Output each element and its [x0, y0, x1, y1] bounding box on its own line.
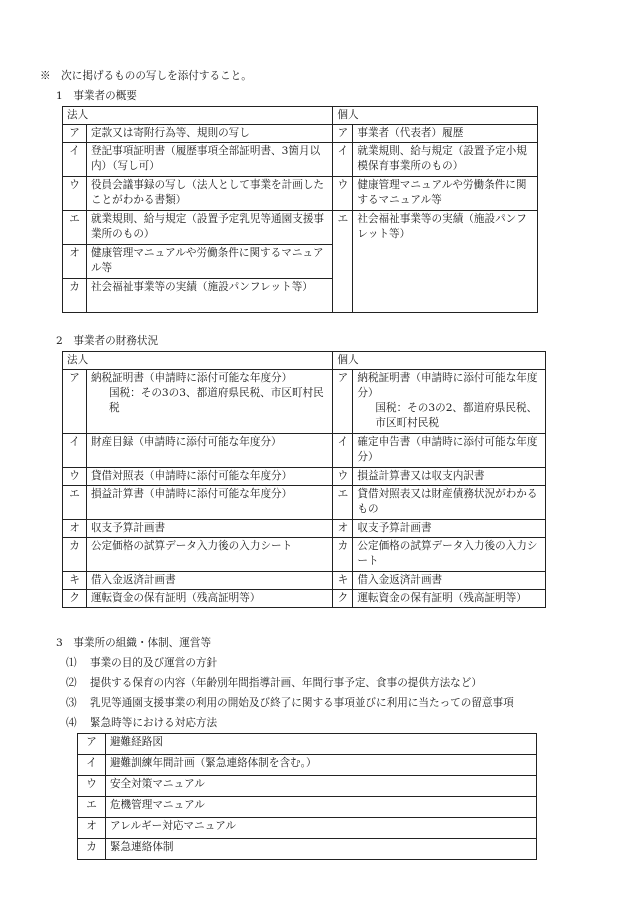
- row-label: ウ: [63, 468, 87, 486]
- row-label: エ: [63, 211, 87, 245]
- emergency-response-table: [77, 733, 537, 860]
- row-text: 健康管理マニュアルや労働条件に関するマニュアル等: [353, 177, 538, 211]
- section3-item: [66, 676, 482, 691]
- row-label: イ: [333, 143, 353, 177]
- business-overview-table: [62, 106, 538, 313]
- row-text: 公定価格の試算データ入力後の入力シート: [86, 538, 332, 572]
- row-label: カ: [333, 538, 353, 572]
- row-label: ア: [78, 734, 106, 755]
- row-text: 危機管理マニュアル: [105, 797, 536, 818]
- row-label: エ: [63, 486, 87, 520]
- row-text: 安全対策マニュアル: [105, 776, 536, 797]
- row-label: キ: [333, 572, 353, 590]
- row-main-text: 納税証明書（申請時に添付可能な年度分）: [357, 372, 538, 399]
- row-text: 役員会議事録の写し（法人として事業を計画したことがわかる書類）: [86, 177, 332, 211]
- row-label: カ: [63, 279, 87, 313]
- section3-item: [66, 716, 217, 731]
- row-label: ウ: [333, 177, 353, 211]
- item-number: ⑴: [66, 657, 77, 669]
- row-text: 健康管理マニュアルや労働条件に関するマニュアル等: [86, 245, 332, 279]
- item-text: 乳児等通園支援事業の利用の開始及び終了に関する事項並びに利用に当たっての留意事項: [90, 697, 514, 709]
- row-text: 社会福祉事業等の実績（施設パンフレット等）: [86, 279, 332, 313]
- row-label: ウ: [63, 177, 87, 211]
- row-text: 収支予算計画書: [353, 520, 546, 538]
- section3-item: [66, 656, 217, 671]
- row-text: 就業規則、給与規定（設置予定小規模保育事業所のもの）: [353, 143, 538, 177]
- header-individual: 個人: [333, 107, 538, 125]
- section3-title: 3 事業所の組織・体制、運営等: [56, 637, 212, 649]
- row-label: ク: [63, 590, 87, 608]
- row-label: オ: [63, 520, 87, 538]
- section3-item: [66, 696, 514, 711]
- row-text: 登記事項証明書（履歴事項全部証明書、3箇月以内）（写し可）: [86, 143, 332, 177]
- row-label: イ: [78, 755, 106, 776]
- intro-note: ※ 次に掲げるものの写しを添付すること。: [40, 70, 252, 82]
- row-text: 財産目録（申請時に添付可能な年度分）: [86, 434, 332, 468]
- row-label: ア: [63, 370, 87, 434]
- header-corporation: 法人: [63, 107, 333, 125]
- row-sub-text: 国税：その3の2、都道府県民税、市区町村民税: [375, 402, 538, 429]
- row-label: エ: [78, 797, 106, 818]
- row-text: 定款又は寄附行為等、規則の写し: [86, 125, 332, 143]
- row-label: エ: [333, 486, 353, 520]
- row-text: 損益計算書（申請時に添付可能な年度分）: [86, 486, 332, 520]
- section2-title: 2 事業者の財務状況: [56, 335, 159, 347]
- row-text: 社会福祉事業等の実績（施設パンフレット等）: [353, 211, 538, 313]
- item-number: ⑵: [66, 677, 77, 689]
- row-main-text: 納税証明書（申請時に添付可能な年度分）: [90, 372, 293, 384]
- item-number: ⑷: [66, 717, 77, 729]
- row-text: アレルギー対応マニュアル: [105, 818, 536, 839]
- row-label: イ: [333, 434, 353, 468]
- row-text: 公定価格の試算データ入力後の入力シート: [353, 538, 546, 572]
- row-text: 貸借対照表又は財産債務状況がわかるもの: [353, 486, 546, 520]
- row-label: カ: [78, 839, 106, 860]
- header-corporation: 法人: [63, 352, 333, 370]
- section1-title: 1 事業者の概要: [56, 90, 137, 102]
- row-text: 就業規則、給与規定（設置予定乳児等通園支援事業所のもの）: [86, 211, 332, 245]
- row-text: [353, 370, 546, 434]
- row-label: オ: [63, 245, 87, 279]
- row-sub-text: 国税：その3の3、都道府県民税、市区町村民税: [108, 387, 324, 414]
- row-text: 避難訓練年間計画（緊急連絡体制を含む。）: [105, 755, 536, 776]
- item-text: 提供する保育の内容（年齢別年間指導計画、年間行事予定、食事の提供方法など）: [90, 677, 482, 689]
- row-label: エ: [333, 211, 353, 313]
- item-number: ⑶: [66, 697, 77, 709]
- row-text: 運転資金の保有証明（残高証明等）: [86, 590, 332, 608]
- row-label: ク: [333, 590, 353, 608]
- row-text: 貸借対照表（申請時に添付可能な年度分）: [86, 468, 332, 486]
- row-text: 借入金返済計画書: [86, 572, 332, 590]
- row-text: 確定申告書（申請時に添付可能な年度分）: [353, 434, 546, 468]
- row-label: イ: [63, 434, 87, 468]
- financial-status-table: [62, 351, 546, 608]
- row-text: 避難経路図: [105, 734, 536, 755]
- row-label: イ: [63, 143, 87, 177]
- item-text: 緊急時等における対応方法: [90, 717, 218, 729]
- row-label: ア: [333, 125, 353, 143]
- row-label: ア: [333, 370, 353, 434]
- row-label: ア: [63, 125, 87, 143]
- row-label: ウ: [333, 468, 353, 486]
- row-text: 運転資金の保有証明（残高証明等）: [353, 590, 546, 608]
- row-text: 収支予算計画書: [86, 520, 332, 538]
- row-text: 借入金返済計画書: [353, 572, 546, 590]
- row-text: 緊急連絡体制: [105, 839, 536, 860]
- row-text: [86, 370, 332, 434]
- row-label: ウ: [78, 776, 106, 797]
- header-individual: 個人: [333, 352, 546, 370]
- item-text: 事業の目的及び運営の方針: [90, 657, 218, 669]
- row-text: 損益計算書又は収支内訳書: [353, 468, 546, 486]
- row-label: オ: [333, 520, 353, 538]
- row-text: 事業者（代表者）履歴: [353, 125, 538, 143]
- row-label: カ: [63, 538, 87, 572]
- row-label: オ: [78, 818, 106, 839]
- row-label: キ: [63, 572, 87, 590]
